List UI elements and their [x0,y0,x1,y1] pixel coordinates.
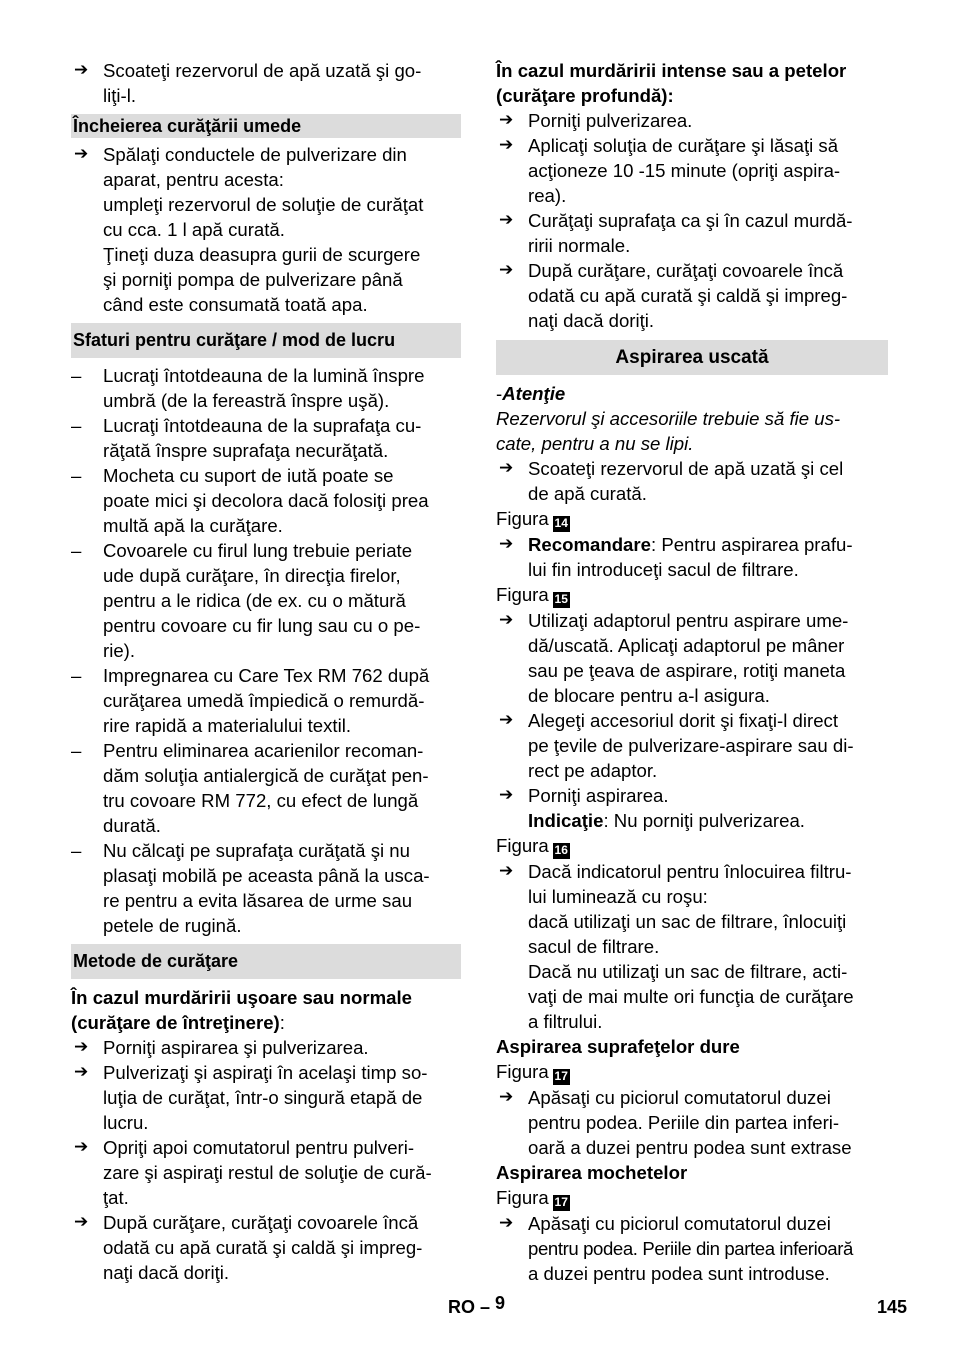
heading-end-wet-cleaning: Încheierea curăţării umede [71,114,461,138]
subheading-light-soiling: În cazul murdăririi uşoare sau normale (curăţare de întreţinere): [71,987,412,1033]
list-item: ➔ Apăsaţi cu piciorul comutatorul duzei pentru podea. Periile din partea inferioară a duzei pentru podea sunt introduse. [496,1211,888,1286]
subheading-carpets: Aspirarea mochetelor [496,1162,688,1183]
heading-cleaning-methods: Metode de curăţare [71,944,461,979]
list-item: – Impregnarea cu Care Tex RM 762 după curăţarea umedă împiedică o remurdă- rire rapidă a materialului textil. [71,663,461,738]
list-item: – Lucraţi întotdeauna de la suprafaţa cu- răţată înspre suprafaţa necurăţată. [71,413,461,463]
list-item: ➔ Dacă indicatorul pentru înlocuirea filtru- lui luminează cu roşu: [496,859,888,909]
figure-ref-15: Figura 15 [496,584,568,606]
list-item: – Nu călcaţi pe suprafaţa curăţată şi nu plasaţi mobilă pe aceasta până la usca- re pentru a evita lăsarea de urme sau petele de rugină. [71,838,461,938]
list-item: ➔ Scoateţi rezervorul de apă uzată şi cel de apă curată. [496,456,888,506]
note-text: Indicaţie: Nu porniţi pulverizarea. [528,810,805,831]
instruction-fill-tank: umpleţi rezervorul de soluţie de curăţat cu cca. 1 l apă curată. [103,194,424,240]
figure-ref-17b: Figura 17 [496,1187,568,1209]
list-item: ➔ Opriţi apoi comutatorul pentru pulveri- zare şi aspiraţi restul de soluţie de cură- ţat. [71,1135,461,1210]
figure-number-badge: 16 [554,843,568,857]
list-item: ➔ Apăsaţi cu piciorul comutatorul duzei pentru podea. Periile din partea inferi- oară a duzei pentru podea sunt extrase [496,1085,888,1160]
tips-list [71,363,461,938]
instruction-rinse-lines: ➔ Spălaţi conductele de pulverizare din aparat, pentru acesta: [71,142,461,192]
list-item: ➔ Porniţi aspirarea şi pulverizarea. [71,1035,461,1060]
figure-number-badge: 15 [554,592,568,606]
list-item-continuation: Dacă nu utilizaţi un sac de filtrare, acti- vaţi de mai multe ori funcţia de curăţare a filtrului. [528,961,854,1032]
figure-ref-14: Figura 14 [496,508,568,530]
list-item: – Pentru eliminarea acarienilor recoman- dăm soluţia antialergică de curăţat pen- tru covoare RM 772, cu efect de lungă durată. [71,738,461,838]
figure-number-badge: 14 [554,516,568,530]
instruction-hold-nozzle: Ţineţi duza deasupra gurii de scurgere şi porniţi pompa de pulverizare până când este consumată toată apa. [103,244,421,315]
list-item: – Covoarele cu firul lung trebuie periate ude după curăţare, în direcţia firelor, pentru a le ridica (de ex. cu o mătură pentru covoare cu fir lung sau cu o pe- rie). [71,538,461,663]
warning-label: -Atenţie [496,383,566,404]
instruction-empty-tank: ➔ Scoateţi rezervorul de apă uzată şi go- liţi-l. [71,58,461,108]
left-column [71,58,461,1285]
list-item-continuation: dacă utilizaţi un sac de filtrare, înlocuiţi sacul de filtrare. [528,911,847,957]
list-item: ➔ Porniţi aspirarea. [496,783,888,808]
list-item: ➔ Alegeţi accesoriul dorit şi fixaţi-l direct pe ţevile de pulverizare-aspirare sau di- rect pe adaptor. [496,708,888,783]
list-item: ➔ Pulverizaţi şi aspiraţi în acelaşi timp so- luţia de curăţat, într-o singură etapă de lucru. [71,1060,461,1135]
heading-dry-vacuuming: Aspirarea uscată [496,340,888,375]
list-item: ➔ După curăţare, curăţaţi covoarele încă odată cu apă curată şi caldă şi impreg- naţi dacă doriţi. [71,1210,461,1285]
figure-ref-16: Figura 16 [496,835,568,857]
list-item: ➔ Utilizaţi adaptorul pentru aspirare ume- dă/uscată. Aplicaţi adaptorul pe mâner sau pe ţeava de aspirare, rotiţi maneta de blocare pentru a-l asigura. [496,608,888,708]
heading-cleaning-tips: Sfaturi pentru curăţare / mod de lucru [71,323,461,358]
page-number: 145 [877,1297,908,1317]
warning-text: Rezervorul şi accesoriile trebuie să fie us- cate, pentru a nu se lipi. [496,408,841,454]
list-item: ➔ Aplicaţi soluţia de curăţare şi lăsaţi să acţioneze 10 -15 minute (opriţi aspira- rea). [496,133,888,208]
subheading-hard-floors: Aspirarea suprafeţelor dure [496,1036,740,1057]
right-column [496,58,888,1286]
figure-number-badge: 17 [554,1069,568,1083]
list-item: – Mocheta cu suport de iută poate se poate mici şi decolora dacă folosiţi prea multă apă la curăţare. [71,463,461,538]
list-item: ➔ Porniţi pulverizarea. [496,108,888,133]
subheading-intense-soiling: În cazul murdăririi intense sau a petelor (curăţare profundă): [496,60,847,106]
list-item: ➔ Recomandare: Pentru aspirarea prafu- lui fin introduceţi sacul de filtrare. [496,532,888,582]
list-item: ➔ După curăţare, curăţaţi covoarele încă odată cu apă curată şi caldă şi impreg- naţi dacă doriţi. [496,258,888,333]
list-item: – Lucraţi întotdeauna de la lumină înspre umbră (de la fereastră înspre uşă). [71,363,461,413]
footer-section-label: RO – 9 [448,1293,506,1317]
figure-number-badge: 17 [554,1195,568,1209]
figure-ref-17: Figura 17 [496,1061,568,1083]
list-item: ➔ Curăţaţi suprafaţa ca şi în cazul murdă- ririi normale. [496,208,888,258]
